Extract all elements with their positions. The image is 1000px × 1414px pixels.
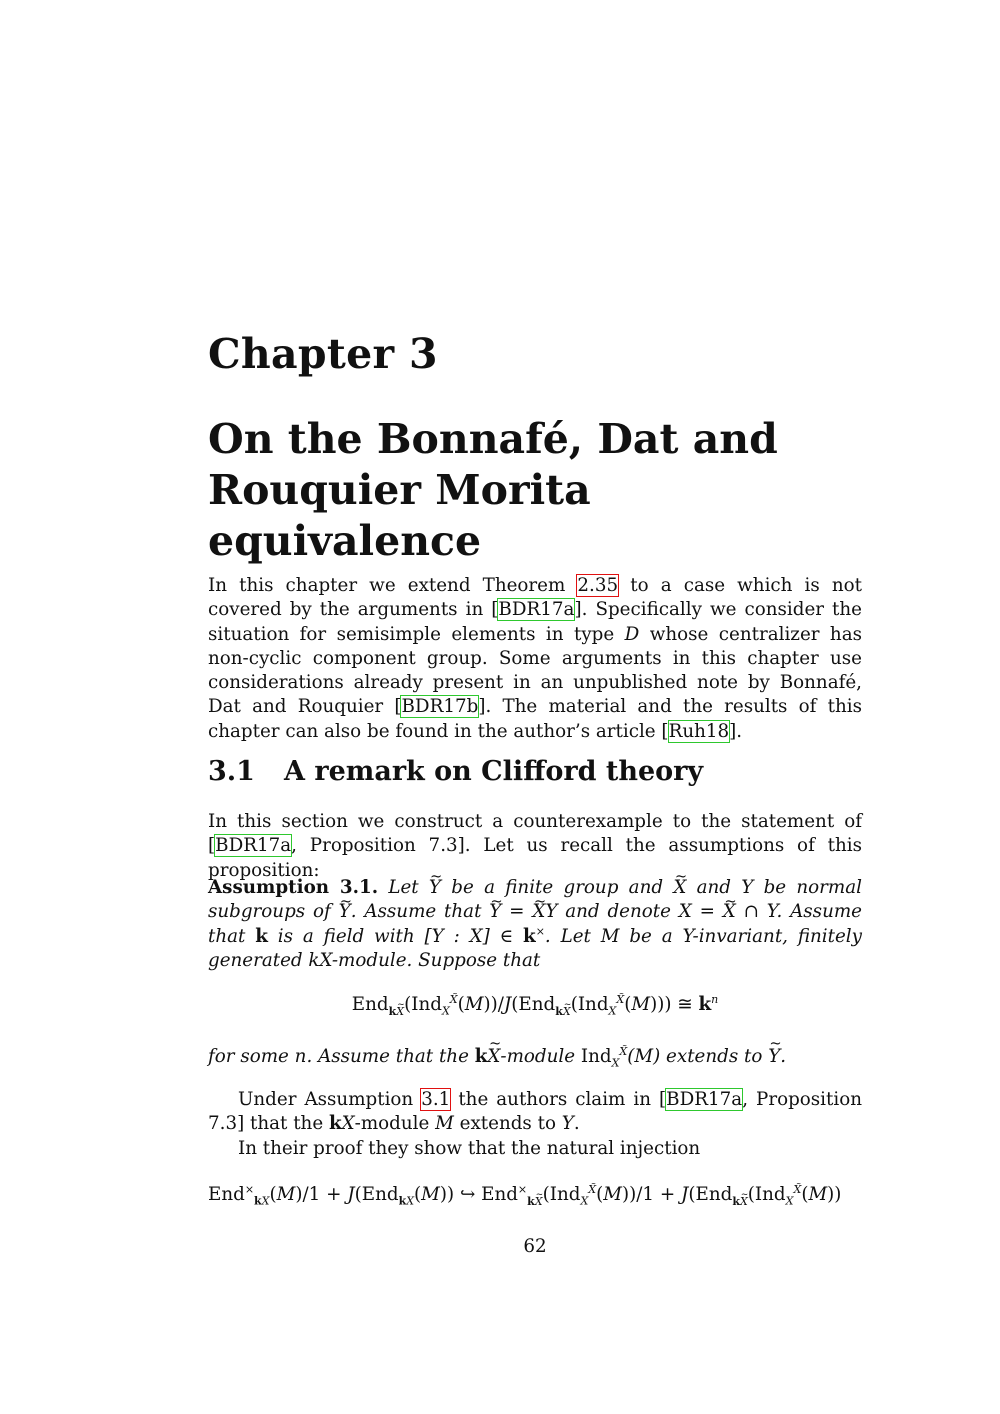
body-text: extends to bbox=[453, 1113, 562, 1135]
equation-endomorphism: End$_{kX}$(Ind$_X^{X̃}$(M))/J(End$_{kX}$(Ind$_X^{X̃}$(M))) ≅ $k^n$ bbox=[351, 992, 719, 1018]
assumption-continuation: for some n. Assume that the k~ X-module Ind$_X^{X̃}$(M) extends to ~ Y. bbox=[208, 1046, 862, 1067]
theorem-ref-link[interactable]: 2.35 bbox=[577, 575, 619, 596]
chapter-intro-paragraph: In this chapter we extend Theorem 2.35 to a case which is not covered by the arguments in [BDR17a]. Specifically we consider the situation for semisimple elements in type D whose centralizer has non-cyclic component group. Some arguments in this chapter use considerations already present in an unpublished note by Bonnafé, Dat and Rouquier [BDR17b]. The material and the results of this chapter can also be found in the author’s article [Ruh18]. bbox=[208, 575, 862, 742]
equation-injection: End×$_{kX}$(M)/1 + J(End$_{kX}$(M)) ↪ End×$_{kX}$(Ind$_X^{X̃}$(M))/1 + J(End$_{kX}$(Ind$_X^{X̃}$(M)) bbox=[208, 1182, 842, 1208]
body-text: , Proposition 7.3] that the bbox=[208, 1089, 862, 1135]
assumption-label: Assumption 3.1. bbox=[208, 877, 379, 898]
section-text: , Proposition 7.3]. Let us recall the assumptions of this proposition: bbox=[208, 835, 862, 881]
intro-text: to a case which is not covered by the arguments in bbox=[208, 575, 862, 621]
proof-paragraph: In their proof they show that the natural injection bbox=[238, 1137, 701, 1159]
body-text: the authors claim in [ bbox=[450, 1089, 667, 1110]
body-text: . bbox=[573, 1113, 580, 1135]
citation-link-bdr17a[interactable]: BDR17a bbox=[215, 835, 292, 857]
section-heading bbox=[208, 756, 703, 787]
intro-text: ]. The material and the results of this chapter can also be found in the author’s article [ bbox=[208, 696, 862, 742]
section-number: 3.1 bbox=[208, 756, 255, 787]
claim-paragraph: Under Assumption 3.1 the authors claim in [BDR17a, Proposition 7.3] that the kX-module M extends to Y. bbox=[208, 1089, 862, 1135]
intro-text: whose centralizer has non-cyclic component group. Some arguments in this chapter use considerations already present in an unpublished note by Bonnafé, Dat and Rouquier [ bbox=[208, 623, 862, 718]
intro-text: In this chapter we extend Theorem bbox=[208, 575, 578, 596]
body-text: Under Assumption bbox=[238, 1089, 422, 1110]
citation-link-bdr17a[interactable]: BDR17a bbox=[498, 599, 575, 621]
section-title: A remark on Clifford theory bbox=[284, 756, 704, 787]
page-number: 62 bbox=[523, 1236, 547, 1257]
intro-text: ]. bbox=[729, 720, 743, 742]
intro-text: . Specifically we consider the situation for semisimple elements in type bbox=[208, 599, 862, 645]
citation-link-ruh18[interactable]: Ruh18 bbox=[668, 720, 730, 742]
chapter-label: Chapter 3 bbox=[208, 330, 438, 378]
assumption-ref-link[interactable]: 3.1 bbox=[421, 1089, 451, 1110]
citation-link-bdr17a[interactable]: BDR17a bbox=[666, 1089, 743, 1110]
body-paragraph bbox=[208, 1088, 862, 1161]
body-text: -module bbox=[354, 1113, 436, 1135]
section-text: In this section we construct a counterexample to the statement of [ bbox=[208, 811, 862, 857]
section-intro-paragraph bbox=[208, 810, 862, 883]
math-var: D bbox=[624, 623, 640, 645]
citation-link-bdr17b[interactable]: BDR17b bbox=[401, 696, 479, 718]
chapter-title: On the Bonnafé, Dat and Rouquier Morita equivalence bbox=[208, 415, 778, 565]
assumption-block: Assumption 3.1. Let ~ Y be a finite group and ~ X and Y be normal subgroups of ~ Y. Assume that ~ Y = ~ XY and denote X = ~ X ∩ Y. Assume that k is a field with [Y : X] ∈ k×. Let M be a Y-invariant, finitely generated kX-module. Suppose that bbox=[208, 876, 862, 973]
